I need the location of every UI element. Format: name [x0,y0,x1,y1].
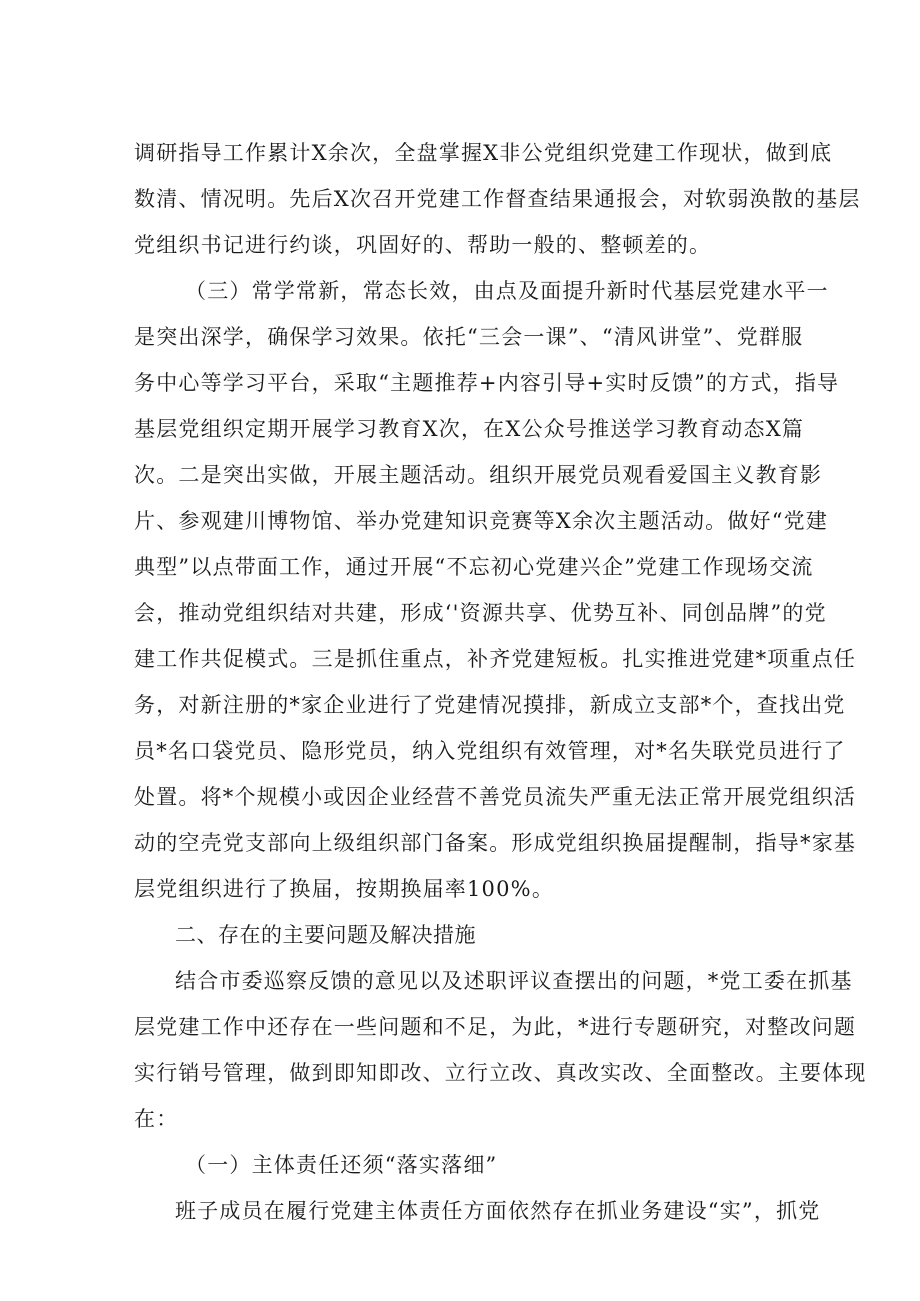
paragraph-line: 员*名口袋党员、隐形党员，纳入党组织有效管理，对*名失联党员进行了 [134,739,846,763]
section-heading: 二、存在的主要问题及解决措施 [175,923,476,947]
paragraph-line: 班子成员在履行党建主体责任方面依然存在抓业务建设“实”，抓党 [175,1199,821,1223]
paragraph-line: 建工作共促模式。三是抓住重点，补齐党建短板。扎实推进党建*项重点任 [134,647,857,671]
paragraph-line: 典型”以点带面工作，通过开展“不忘初心党建兴企”党建工作现场交流 [134,555,814,579]
paragraph-line: 结合市委巡察反馈的意见以及述职评议查摆出的问题，*党工委在抓基 [175,969,853,993]
subsection-heading: （一）主体责任还须“落实落细” [185,1153,498,1177]
paragraph-line: 调研指导工作累计X余次，全盘掌握X非公党组织党建工作现状，做到底 [134,141,833,165]
paragraph-line: 会，推动党组织结对共建，形成‘'资源共享、优势互补、同创品牌”的党 [134,601,827,625]
paragraph-line: 在： [134,1107,179,1131]
paragraph-line: 片、参观建川博物馆、举办党建知识竞赛等X余次主题活动。做好“党建 [134,509,829,533]
paragraph-line: 实行销号管理，做到即知即改、立行立改、真改实改、全面整改。主要体现 [134,1061,867,1085]
paragraph-line: 次。二是突出实做，开展主题活动。组织开展党员观看爱国主义教育影 [134,463,823,487]
subsection-heading: （三）常学常新，常态长效，由点及面提升新时代基层党建水平一 [185,279,829,303]
paragraph-line: 是突出深学，确保学习效果。依托“三会一课”、“清风讲堂”、党群服 [134,325,804,349]
paragraph-line: 动的空壳党支部向上级组织部门备案。形成党组织换届提醒制，指导*家基 [134,831,857,855]
paragraph-line: 处置。将*个规模小或因企业经营不善党员流失严重无法正常开展党组织活 [134,785,857,809]
paragraph-line: 基层党组织定期开展学习教育X次，在X公众号推送学习教育动态X篇 [134,417,805,441]
paragraph-line: 务，对新注册的*家企业进行了党建情况摸排，新成立支部*个，查找出党 [134,693,846,717]
paragraph-line: 层党建工作中还存在一些问题和不足，为此，*进行专题研究，对整改问题 [134,1015,857,1039]
paragraph-line: 数清、情况明。先后X次召开党建工作督查结果通报会，对软弱涣散的基层 [134,187,861,211]
paragraph-line: 党组织书记进行约谈，巩固好的、帮助一般的、整顿差的。 [134,233,712,257]
paragraph-line: 务中心等学习平台，采取“主题推荐+内容引导+实时反馈”的方式，指导 [134,371,840,395]
paragraph-line: 层党组织进行了换届，按期换届率100%。 [134,877,555,901]
